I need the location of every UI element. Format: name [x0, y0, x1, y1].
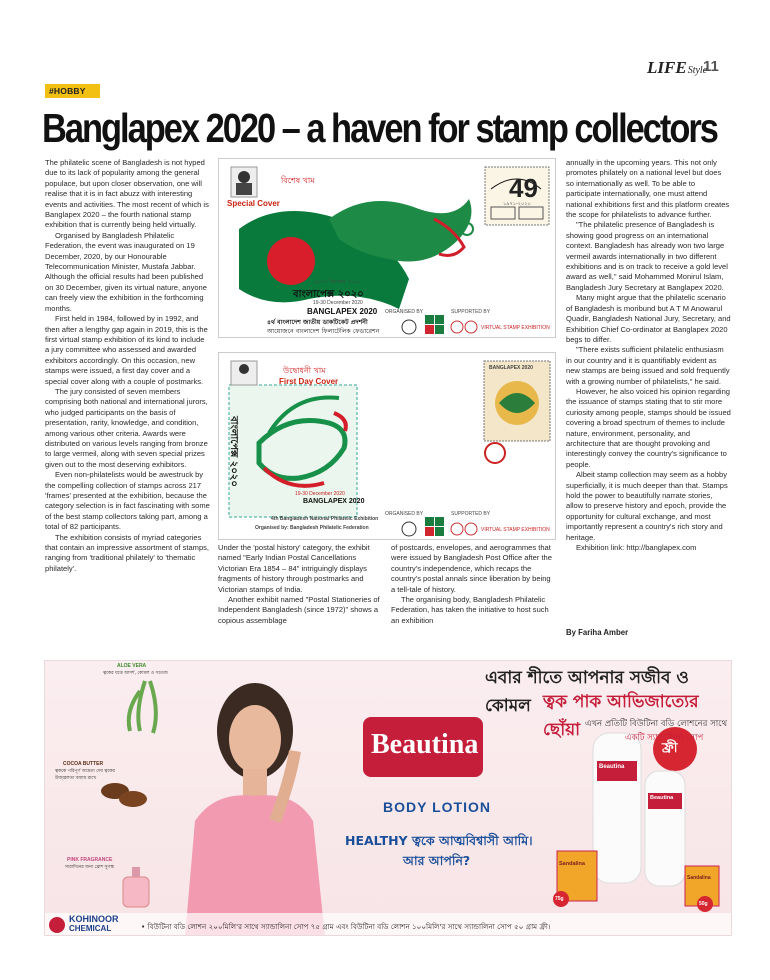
special-cover-bn-line2: আয়োজনে বাংলাদেশ ফিলাটেলিক ফেডারেশন — [267, 328, 380, 335]
special-cover-image — [218, 158, 556, 338]
cocoa-bean-2 — [119, 791, 147, 807]
paragraph: The philatelic scene of Bangladesh is not hyped due to its lack of popularity among the general populace, but upon closer observation, one will realise that it is in fact abuzz with interesting events and activities. The most recent of which is Banglapex 2020 – the fourth national stamp exhibition that is currently being held virtually. — [45, 158, 209, 230]
support-logo-2 — [465, 321, 477, 333]
fdc-name: BANGLAPEX 2020 — [303, 498, 365, 505]
ad-headline-1: এবার শীতে আপনার সজীব ও কোমল — [485, 668, 689, 716]
ad-product: BODY LOTION — [383, 799, 491, 815]
special-cover-bn-name: বাংলাপেক্স ২০২০ — [293, 289, 364, 300]
special-cover-bn-title: বিশেষ খাম — [281, 176, 315, 185]
paragraph: "There exists sufficient philatelic enthusiasm in our country and it is quantifiably evident as new stamps are being issued and sold frequently with a growing number of philatelists," he said. — [566, 345, 730, 386]
special-cover-dates: 19-30 December 2020 — [313, 300, 363, 306]
support-logo-1 — [451, 321, 463, 333]
org-logo — [402, 320, 416, 334]
price-a: 75g — [555, 896, 564, 902]
fdc-vertical-text: বাংলাপেক্স ২০২০ — [227, 416, 239, 487]
article-column-2 — [218, 543, 383, 626]
paragraph: The exhibition consists of myriad categories that contain an impressive assortment of stamps, ranging from 'traditional philately' to 'thematic philately'. — [45, 532, 210, 573]
fdc-support-logo-2 — [465, 523, 477, 535]
fdc-logo-d — [425, 517, 434, 526]
special-cover-name: BANGLAPEX 2020 — [307, 307, 378, 316]
model-face — [229, 705, 281, 773]
fdc-line1: 4th Bangladesh National Philatelic Exhibition — [271, 516, 379, 522]
paragraph: Albeit stamp collection may seem as a hobby superficially, it is much deeper than that. Stamps hold the power to beautifully narrate stories, allow to preserve history and epoch, provide the opportunity for cultural exchange, and most importantly represent a country's rich story and heritage. — [566, 470, 728, 542]
special-cover-supported: SUPPORTED BY — [451, 309, 491, 315]
byline: By Fariha Amber — [566, 628, 629, 637]
fdc-logo-a — [435, 527, 444, 536]
portrait-body — [236, 183, 252, 195]
ad-sub-1: এখন প্রতিটি বিউটিনা বডি লোশনের সাথে — [585, 719, 728, 729]
paragraph: of postcards, envelopes, and aerogrammes that were issued by Bangladesh Post Office after the country's independence, which recaps the country's postal annals since liberation by being a tell-tale of history. — [391, 543, 552, 594]
article-headline: Banglapex 2020 – a haven for stamp collectors — [42, 105, 717, 151]
fdc-portrait-head — [239, 364, 249, 374]
logo-a — [435, 325, 444, 334]
fdc-support-logo-1 — [451, 523, 463, 535]
paragraph: The organising body, Bangladesh Philatelic Federation, has taken the initiative to host such an exhibition — [391, 595, 549, 625]
beautina-advertisement — [44, 660, 732, 936]
cocoa-label: COCOA BUTTER — [63, 761, 104, 767]
paragraph: "The philatelic presence of Bangladesh is showing good progress on an international context. Bangladesh has already won two large vermeil awards internationally in two different exhibitions and is on track to receive a gold level award as well," said Mohammed Monirul Islam, Bangladesh Jury Secretary at Banglapex 2020. — [566, 220, 728, 292]
ad-sub-2: একটি স্যান্ডালিনা সোপ — [625, 733, 704, 743]
fdc-organised: ORGANISED BY — [385, 511, 424, 517]
article-column-4 — [566, 158, 731, 553]
special-cover-bn-line1: ৪র্থ বাংলাদেশ জাতীয় ডাকটিকেট প্রদর্শনী — [267, 319, 368, 326]
article-column-3 — [391, 543, 556, 626]
first-day-cover-image — [218, 352, 556, 540]
aloe-leaves — [129, 681, 156, 733]
fdc-logo-p — [425, 527, 434, 536]
logo-n — [435, 315, 444, 324]
aloe-label: ALOE VERA — [117, 663, 147, 669]
lotion-bottle-small — [645, 771, 685, 886]
paragraph: Even non-philatelists would be awestruck by the compelling collection of stamps across 217 'frames' presented at the exhibition, because the category selection is in fact fascinating with some of the best stamp collectors taking part, among a total of 82 participants. — [45, 470, 210, 532]
fdc-supported: SUPPORTED BY — [451, 511, 491, 517]
ad-tagline-2: আর আপনি? — [403, 853, 471, 868]
bottle-brand-small: Beautina — [650, 795, 674, 801]
paragraph: The jury consisted of seven members comprising both national and international jurors, who judged participants on the basis of presentation, rarity, knowledge, and condition, among various other criteria. Awards were distributed on various levels ranging from bronze to large vermeil, along with seven special prizes given out to the most deserving exhibitors. — [45, 386, 208, 469]
special-cover-label: Special Cover — [227, 199, 280, 208]
fdc-stamp-name: BANGLAPEX 2020 — [489, 365, 533, 371]
soap-brand-large: Sandalina — [559, 861, 585, 867]
special-cover-virtual: VIRTUAL STAMP EXHIBITION — [481, 325, 550, 331]
paragraph: Exhibition link: http://banglapex.com — [576, 543, 697, 553]
fdc-virtual: VIRTUAL STAMP EXHIBITION — [481, 527, 550, 533]
cocoa-desc: ত্বককে পরিপূর্ণ আদ্রতা দেয় ত্বকের উজ্জ্বলতা বজায় রাখে — [55, 769, 116, 781]
paragraph: Another exhibit named "Postal Stationeries of Independent Bangladesh (since 1972)" shows a copious assemblage — [218, 595, 380, 625]
logo-p — [425, 325, 434, 334]
fdc-logo-n — [435, 517, 444, 526]
bottle-brand-large: Beautina — [599, 764, 625, 770]
magazine-logo: LIFEStyle — [647, 58, 708, 77]
ad-brand: Beautina — [371, 729, 479, 760]
logo-d — [425, 315, 434, 324]
ad-headline-2: ত্বক পাক আভিজাত্যের ছোঁয়া — [543, 692, 699, 740]
portrait-head — [238, 171, 250, 183]
aloe-desc: ত্বকের যত্নে আদর্শ, কোমল ও সতেজ — [103, 671, 168, 676]
fragrance-desc: সারাদিনের জন্য ফ্রেশ সুগন্ধ — [65, 865, 115, 870]
stamp-number: 49 — [509, 173, 538, 203]
section-tag: #HOBBY — [45, 84, 100, 98]
stamp-caption: ১৯৭১-২০২০ — [503, 201, 531, 207]
special-cover-organised: ORGANISED BY — [385, 309, 424, 315]
ad-free: ফ্রী — [662, 741, 678, 756]
paragraph: annually in the upcoming years. This not only promotes philately on a national level but does so internationally as well. To be able to participate internationally, one must attend national exhibitions first and this platform creates the scope for philatelists to advance further. — [566, 158, 730, 220]
special-cover-bn-dates: ১৯-৩০ ডিসেম্বর ২০২০ — [313, 279, 361, 285]
paragraph: Organised by Bangladesh Philatelic Federation, the event was inaugurated on 19 December, 2020, by our Honourable Telecommunication Minister, Mustafa Jabbar. Although the official results had been published on 30 December, given its virtual nature, anyone can freely view the exhibition in the forthcoming months. — [45, 230, 207, 313]
fdc-bn-title: উদ্বোধনী খাম — [283, 366, 326, 375]
ad-footer-text: • বিউটিনা বডি লোশন ২০০মিলি'র সাথে স্যান্ডালিনা সোপ ৭৫ গ্রাম এবং বিউটিনা বডি লোশন ১০০মিলি'র সাথে স্যান্ডালিনা সোপ ৫০ গ্রাম ফ্রী। — [141, 922, 551, 931]
lotion-bottle-large — [593, 733, 641, 883]
company-name: KOHINOOR — [69, 914, 119, 924]
ad-tagline-1: HEALTHY ত্বকে আত্মবিশ্বাসী আমি। — [345, 833, 533, 848]
fragrance-label: PINK FRAGRANCE — [67, 857, 113, 863]
perfume-bottle — [123, 877, 149, 907]
fdc-org-logo — [402, 522, 416, 536]
company-sub: CHEMICAL — [69, 924, 112, 933]
fdc-line2: Organised by: Bangladesh Philatelic Federation — [255, 525, 369, 531]
article-column-1 — [45, 158, 210, 574]
paragraph: However, he also voiced his opinion regarding the issuance of stamps stating that to stir more curiosity among people, stamps should be issued covering a broad spectrum of themes to include nature, environment, personality, and architecture that are thought provoking and interestingly convey the country's significance to people. — [566, 386, 731, 469]
kohinoor-icon — [49, 917, 65, 933]
paragraph: Under the 'postal history' category, the exhibit named "Early Indian Postal Cancellations Victorian Era 1854 – 84" intriguingly displays fragments of history through postmarks and Victorian stamps of India. — [218, 543, 370, 594]
paragraph: First held in 1984, followed by in 1992, and then after a lengthy gap again in 2019, this is the first virtual stamp exhibition of its kind to include a jury committee who assessed and awarded exhibitors accordingly. On this occasion, new stamps were issued, a first day cover and a special cover along with a couple of postmarks. — [45, 314, 208, 386]
model-neck — [243, 769, 267, 799]
fdc-label: First Day Cover — [279, 377, 339, 386]
fdc-dates: 19-30 December 2020 — [295, 491, 345, 497]
soap-brand-small: Sandalina — [687, 875, 711, 881]
price-b: 50g — [699, 901, 708, 907]
paragraph: Many might argue that the philatelic scenario of Bangladesh is moribund but A T M Anowarul Quadir, Bangladesh National Jury, Secretary, and Exhibition Chief Co-ordinator at Banglapex 2020 begs to differ. — [566, 293, 731, 344]
page-number: 11 — [703, 58, 719, 75]
perfume-cap — [132, 867, 140, 877]
fdc-postmark — [485, 443, 505, 463]
flag-sun — [267, 237, 315, 285]
